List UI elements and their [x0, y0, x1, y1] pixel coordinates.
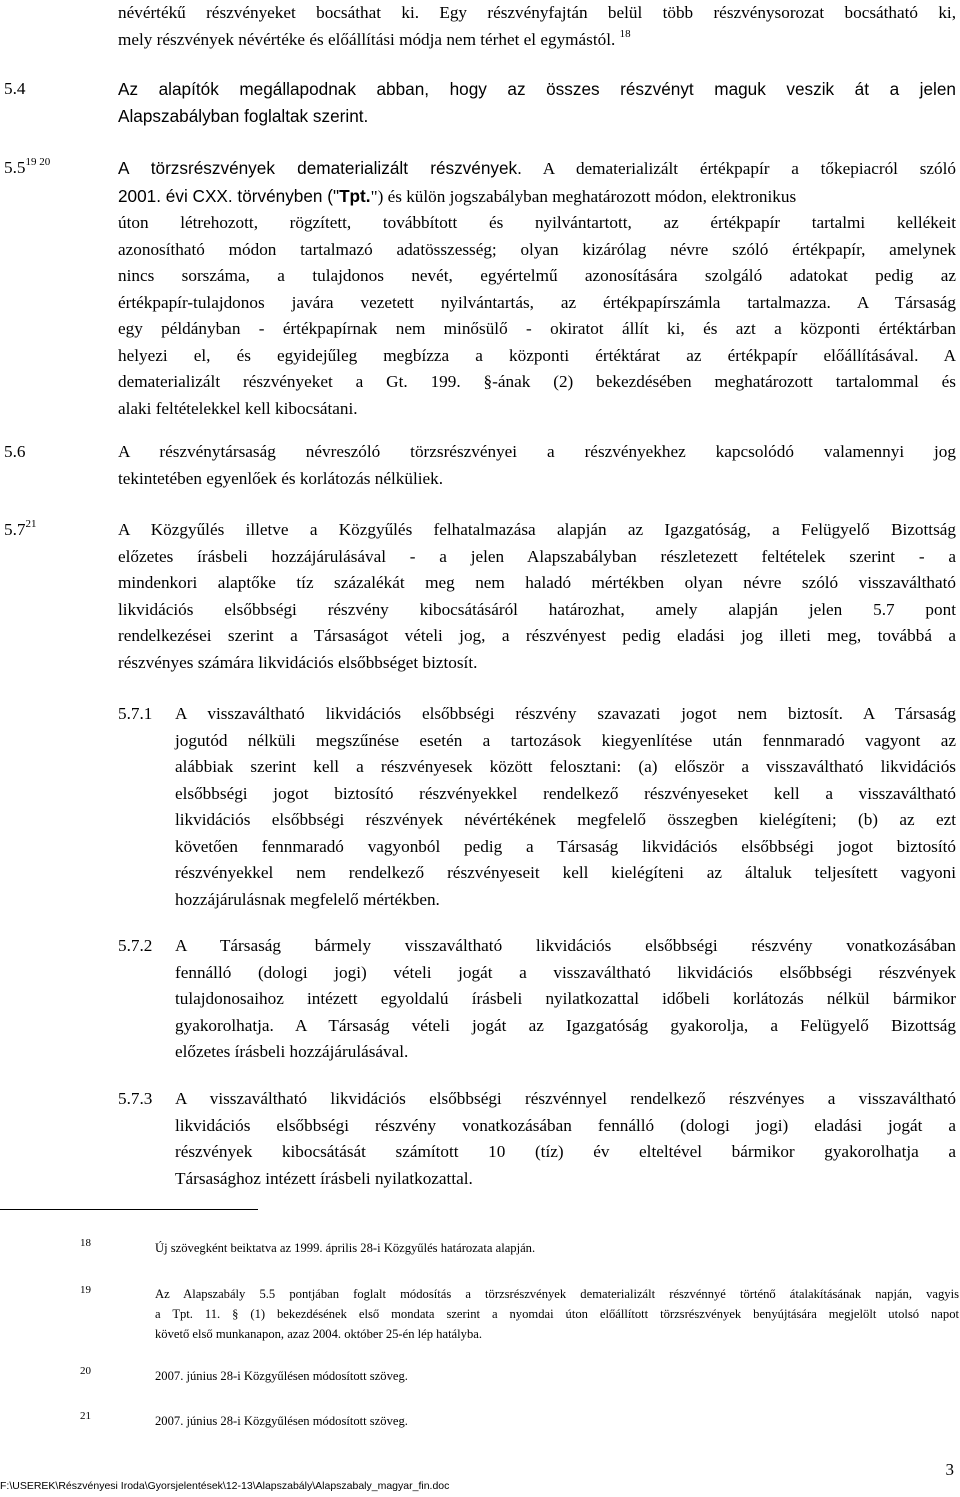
- footnote-line: követő első munkanapon, azaz 2004. október 25-én lép hatályba.: [155, 1327, 482, 1341]
- footnote-line: Új szövegként beiktatva az 1999. április 28-i Közgyűlés határozata alapján.: [155, 1241, 536, 1255]
- text-line: A visszaváltható likvidációs elsőbbségi részvény szavazati jogot nem biztosít. A Társaság: [175, 704, 956, 723]
- text-line: helyezi el, és egyidejűleg megbízza a központi értéktárat az értékpapír előállításával. A: [118, 345, 956, 365]
- footnote-18: [155, 1238, 959, 1258]
- text-line: Társasághoz intézett írásbeli nyilatkozattal.: [175, 1168, 473, 1188]
- section-number: $5.5^{19 20}$: [4, 156, 51, 177]
- text-line: alaki feltételekkel kell kibocsátani.: [118, 398, 358, 418]
- text-line: 2001. évi CXX. törvényben ("Tpt.") és külön jogszabályban meghatározott módon, elektronikus: [118, 185, 797, 206]
- text-line: likvidációs elsőbbségi részvény kibocsátásáról határozhat, amely alapján jelen 5.7 pont: [118, 599, 956, 619]
- section-number: $5.7^{21}$: [4, 518, 37, 539]
- text-line: mely részvények névértéke és előállítási módja nem térhet el egymástól. $^{18}$: [118, 27, 631, 49]
- text-line: fennálló (dologi jogi) vételi jogát a visszaváltható likvidációs elsőbbségi részvények: [175, 962, 956, 982]
- page-number: 3: [945, 1460, 954, 1479]
- text-line: A részvénytársaság névreszóló törzsrészvényei a részvényekhez kapcsolódó valamennyi jog: [118, 442, 956, 461]
- text-line: előzetes írásbeli hozzájárulásával - a jelen Alapszabályban részletezett feltételek szerint - a: [118, 546, 956, 566]
- footnote-line: 2007. június 28-i Közgyűlésen módosított szöveg.: [155, 1369, 408, 1383]
- section-5-7: [118, 517, 956, 676]
- section-5-7-2: [175, 933, 956, 1066]
- footnote-number: 19: [80, 1284, 91, 1296]
- text-line: jogutód nélküli megszűnése esetén a tartozások kiegyenlítése után fennmaradó vagyont az: [175, 730, 956, 750]
- top-continuation: [118, 0, 956, 53]
- text-line: úton létrehozott, rögzített, továbbított és nyilvántartott, az értékpapír tartalmi kellékeit: [118, 213, 956, 232]
- footnote-21: [155, 1411, 959, 1431]
- text-line: gyakorolhatja. A Társaság vételi jogát az Igazgatóság gyakorolja, a Felügyelő Bizottság: [175, 1015, 956, 1035]
- text-line: névértékű részvényeket bocsáthat ki. Egy részvényfajtán belül több részvénysorozat bocsátható ki,: [118, 3, 956, 22]
- text-line: értékpapír-tulajdonos javára vezetett nyilvántartás, az értékpapírszámla tartalmazza. A Társaság: [118, 292, 956, 312]
- text-line: azonosítható módon tartalmazó adatösszesség; olyan kizárólag névre szóló értékpapír, amelynek: [118, 239, 956, 259]
- text-line: tekintetében egyenlőek és korlátozás nélküliek.: [118, 468, 444, 488]
- section-number: 5.7.3: [118, 1089, 153, 1108]
- footnote-ref: 18: [619, 27, 631, 40]
- footnote-line: a Tpt. 11. § (1) bekezdésének első mondata szerint a nyomdai úton előállított törzsrészvények benyújtására megjelölt utolsó napot: [155, 1307, 959, 1321]
- text-line: tulajdonosaihoz intézett egyoldalú írásbeli nyilatkozattal időbeli korlátozás nélkül bármikor: [175, 989, 956, 1008]
- footnote-ref: 19 20: [25, 156, 51, 168]
- text-line: dematerializált részvényeket a Gt. 199. §-ának (2) bekezdésében meghatározott tartalommal és: [118, 372, 956, 391]
- text-line: A Társaság bármely visszaváltható likvidációs elsőbbségi részvény vonatkozásában: [175, 936, 956, 955]
- footnote-number: 20: [80, 1365, 91, 1377]
- footnote-divider: [0, 1209, 258, 1210]
- footnote-line: 2007. június 28-i Közgyűlésen módosított szöveg.: [155, 1414, 408, 1428]
- section-5-5: [118, 155, 956, 422]
- section-5-7-1: [175, 701, 956, 913]
- text-line: likvidációs elsőbbségi részvény vonatkozásában fennálló (dologi jogi) eladási jogát a: [175, 1115, 956, 1135]
- footnote-number: 18: [80, 1237, 91, 1249]
- footnote-19: [155, 1284, 959, 1344]
- text-line: A visszaváltható likvidációs elsőbbségi részvénnyel rendelkező részvényes a visszaváltható: [175, 1089, 956, 1108]
- text-line: részvények kibocsátását számított 10 (tíz) év elteltével bármikor gyakorolhatja a: [175, 1142, 956, 1161]
- text-line: likvidációs elsőbbségi részvények névértékének megfelelő összegben kielégíteni; (b) az ezt: [175, 810, 956, 829]
- footnote-line: Az Alapszabály 5.5 pontjában foglalt módosítás a törzsrészvények dematerializált részvénnyé történő átalakításának napján, vagyis: [155, 1287, 959, 1301]
- text-line: követően fennmaradó vagyonból pedig a Társaság likvidációs elsőbbségi jogot biztosító: [175, 836, 956, 856]
- text-line: részvényekkel nem rendelkező részvényeseit kell kielégíteni az általuk teljesített vagyoni: [175, 863, 956, 882]
- text-line: Az alapítók megállapodnak abban, hogy az összes részvényt maguk veszik át a jelen: [118, 79, 956, 99]
- section-5-6: [118, 439, 956, 492]
- text-line: mindenkori alaptőke tíz százalékát meg nem haladó mértékben olyan névre szóló visszaváltható: [118, 573, 956, 592]
- section-number: 5.4: [4, 79, 26, 98]
- section-number: 5.7.1: [118, 704, 153, 723]
- text-line: egy példányban - értékpapírnak nem minősülő - okiratot állít ki, és azt a központi értéktárban: [118, 319, 956, 338]
- text-line: nincs sorszáma, a tulajdonos nevét, egyértelmű azonosítására szolgáló adatokat pedig az: [118, 266, 956, 285]
- section-number: 5.7.2: [118, 936, 153, 955]
- section-5-7-3: [175, 1086, 956, 1192]
- footnote-ref: 21: [25, 518, 37, 530]
- text-line: részvényes számára likvidációs elsőbbséget biztosít.: [118, 652, 478, 672]
- text-line: A Közgyűlés illetve a Közgyűlés felhatalmazása alapján az Igazgatóság, a Felügyelő Bizottság: [118, 520, 956, 539]
- text-line: elsőbbségi jogot biztosító részvényekkel rendelkező részvényeseket kell a visszaváltható: [175, 783, 956, 803]
- file-path: F:\USEREK\Részvényesi Iroda\Gyorsjelentések\12-13\Alapszabály\Alapszabaly_magyar_fin.doc: [0, 1480, 450, 1492]
- text-line: alábbiak szerint kell a részvényesek között felosztani: (a) először a visszaváltható likvidációs: [175, 757, 956, 776]
- text-line: rendelkezései szerint a Társaságot vételi jog, a részvényest pedig eladási jog illeti meg, továbbá a: [118, 626, 956, 645]
- text-line: Alapszabályban foglaltak szerint.: [118, 105, 369, 126]
- footnote-20: [155, 1366, 959, 1386]
- text-line: hozzájárulásnak megfelelő mértékben.: [175, 889, 440, 909]
- text-line: előzetes írásbeli hozzájárulásával.: [175, 1042, 409, 1061]
- text-line: A törzsrészvények dematerializált részvények. A dematerializált értékpapír a tőkepiacról szóló: [118, 158, 956, 178]
- section-number: 5.6: [4, 442, 26, 461]
- footnote-number: 21: [80, 1410, 91, 1422]
- section-5-4: [118, 76, 956, 129]
